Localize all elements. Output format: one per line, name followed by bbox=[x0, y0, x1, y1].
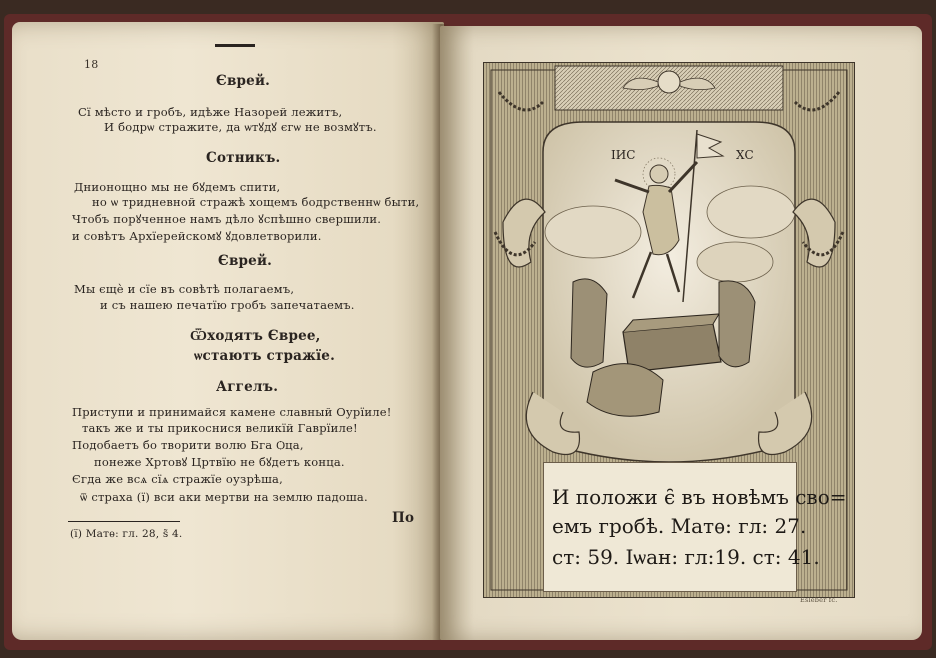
verse-line: Днионощно мы не бꙋдемъ спити, bbox=[74, 180, 281, 194]
monogram-xc: ХС bbox=[736, 148, 754, 162]
monogram-ihs: IИС bbox=[611, 148, 636, 162]
verse-line: Чтобъ порꙋченное намъ дѣло ꙋспѣшно свершили. bbox=[72, 212, 382, 226]
engraver-signature: Esleber fc. bbox=[800, 596, 838, 604]
verse-line: такъ же и ты прикоснися великїй Гаврїиле! bbox=[82, 421, 358, 435]
verse-line: И бодрѡ стражите, да ѡтꙋдꙋ єгѡ не возмꙋтъ. bbox=[104, 120, 377, 134]
footnote: (ї) Матѳ: гл. 28, ѕ̃ 4. bbox=[70, 528, 183, 540]
verse-line: и совѣтъ Архїерейскомꙋ ꙋдовлетворили. bbox=[72, 229, 322, 243]
stage-direction: Ѿходятъ Єврее, bbox=[190, 328, 321, 344]
verse-line: Приступи и принимайся камене славный Оурїиле! bbox=[72, 405, 392, 419]
verse-line: ѿ страха (ї) вси аки мертви на землю падоша. bbox=[80, 490, 368, 504]
verse-line: Сї мѣсто и гробъ, идѣже Назорей лежитъ, bbox=[78, 105, 343, 119]
verse-line: и съ нашею печатїю гробъ запечатаемъ. bbox=[100, 298, 355, 312]
footnote-rule bbox=[68, 521, 180, 522]
catchword: По bbox=[392, 510, 415, 526]
speaker-heading: Аггелъ. bbox=[216, 379, 279, 395]
verse-line: Мы єщѐ и сїе въ совѣтѣ полагаемъ, bbox=[74, 282, 295, 296]
left-page-number: 18 bbox=[84, 58, 99, 71]
halo bbox=[650, 165, 668, 183]
soldier-right bbox=[719, 281, 755, 367]
caption-line: емъ гробѣ. Матѳ: гл: 27. bbox=[552, 514, 807, 538]
header-rule bbox=[215, 44, 255, 47]
verse-line: понеже Хртовꙋ Цртвїю не бꙋдетъ конца. bbox=[94, 455, 345, 469]
caption-line: ст: 59. Іѡан: гл:19. ст: 41. bbox=[552, 545, 820, 569]
speaker-heading: Єврей. bbox=[218, 253, 273, 269]
verse-line: но ѡ тридневной стражѣ хощемъ бодрственнѡ быти, bbox=[92, 195, 420, 209]
verse-line: Єгда же всѧ сїѧ стражїе оузрѣша, bbox=[72, 472, 283, 486]
cherub-head bbox=[658, 71, 680, 93]
speaker-heading: Сотникъ. bbox=[206, 150, 281, 166]
caption-line: И положи є̑ въ новѣмъ сво= bbox=[552, 485, 847, 509]
speaker-heading: Єврей. bbox=[216, 73, 271, 89]
verse-line: Подобаетъ бо творити волю Бга Ѻца, bbox=[72, 438, 304, 452]
soldier-left bbox=[571, 279, 607, 367]
stage-direction: ѡстаютъ стражїе. bbox=[194, 348, 335, 364]
fallen-soldier bbox=[587, 364, 663, 417]
